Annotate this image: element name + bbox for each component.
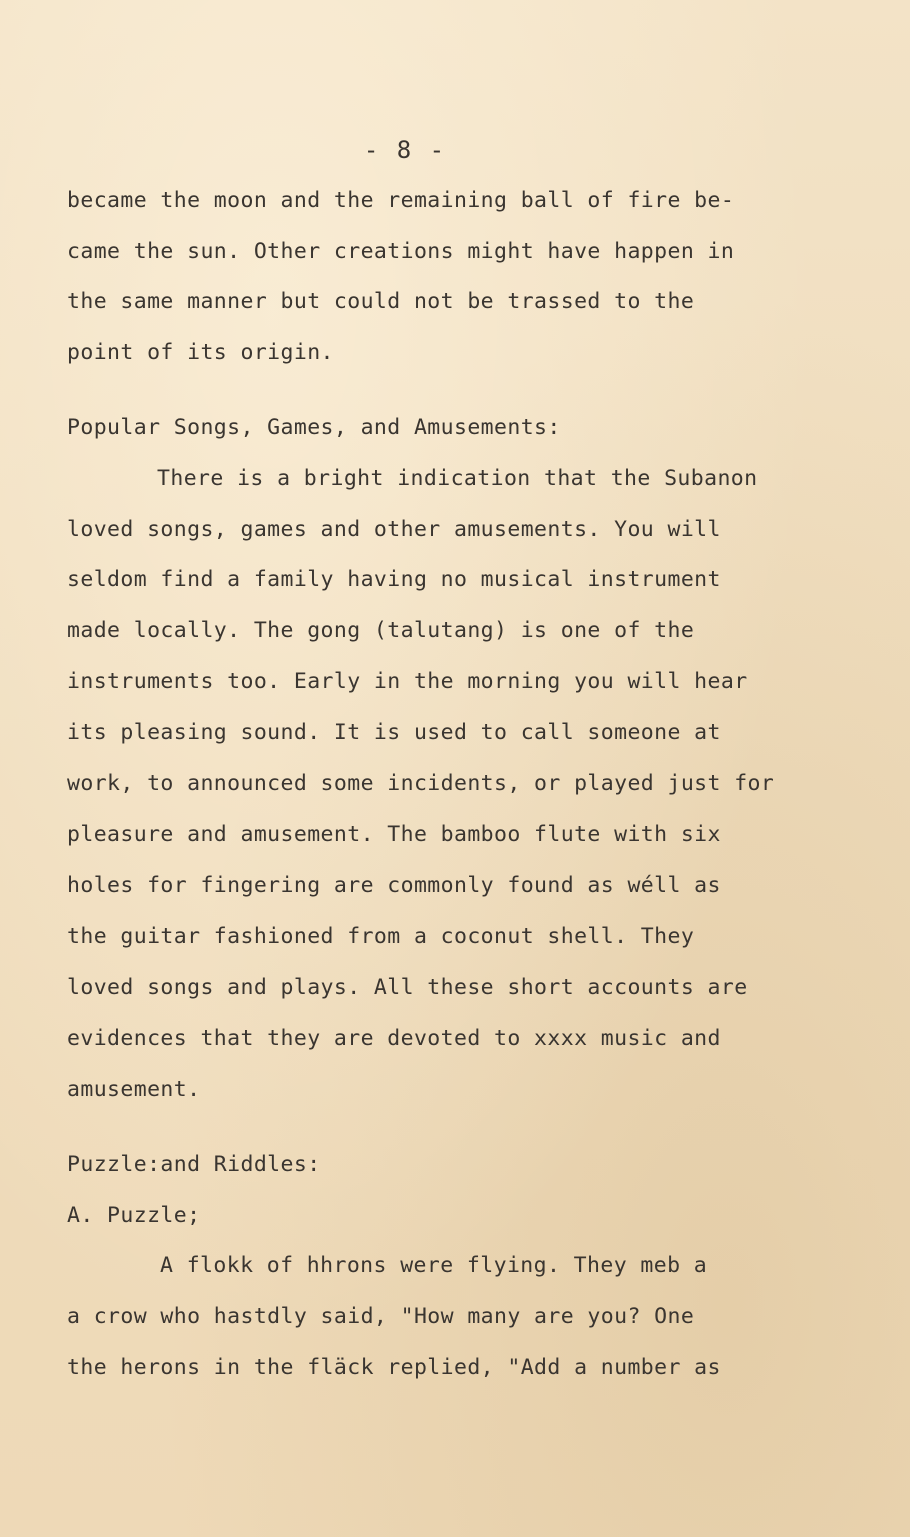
- body-line: a crow who hastdly said, "How many are you? One: [67, 1304, 695, 1329]
- body-line: came the sun. Other creations might have happen in: [67, 239, 735, 264]
- body-line: holes for fingering are commonly found as wéll as: [67, 873, 721, 898]
- body-line: work, to announced some incidents, or played just for: [67, 771, 775, 796]
- body-line: pleasure and amusement. The bamboo flute with six: [67, 822, 721, 847]
- body-line: the herons in the fläck replied, "Add a number as: [67, 1355, 721, 1380]
- subsection-heading: A. Puzzle;: [67, 1203, 201, 1228]
- section-heading: Popular Songs, Games, and Amusements:: [67, 415, 561, 440]
- body-line: loved songs and plays. All these short accounts are: [67, 975, 748, 1000]
- body-line: evidences that they are devoted to xxxx music and: [67, 1026, 721, 1051]
- body-line: loved songs, games and other amusements. You will: [67, 517, 721, 542]
- body-line: instruments too. Early in the morning you will hear: [67, 669, 748, 694]
- section-heading: Puzzle:and Riddles:: [67, 1152, 321, 1177]
- body-line: its pleasing sound. It is used to call someone at: [67, 720, 721, 745]
- body-line: became the moon and the remaining ball of fire be-: [67, 188, 735, 213]
- body-line: amusement.: [67, 1077, 201, 1102]
- body-line: made locally. The gong (talutang) is one of the: [67, 618, 695, 643]
- body-line: seldom find a family having no musical instrument: [67, 567, 721, 592]
- body-line: There is a bright indication that the Subanon: [157, 466, 758, 491]
- body-line: the guitar fashioned from a coconut shell. They: [67, 924, 695, 949]
- body-line: A flokk of hhrons were flying. They meb a: [160, 1253, 708, 1278]
- body-line: point of its origin.: [67, 340, 334, 365]
- body-line: the same manner but could not be trassed to the: [67, 289, 695, 314]
- page-number: - 8 -: [363, 136, 447, 164]
